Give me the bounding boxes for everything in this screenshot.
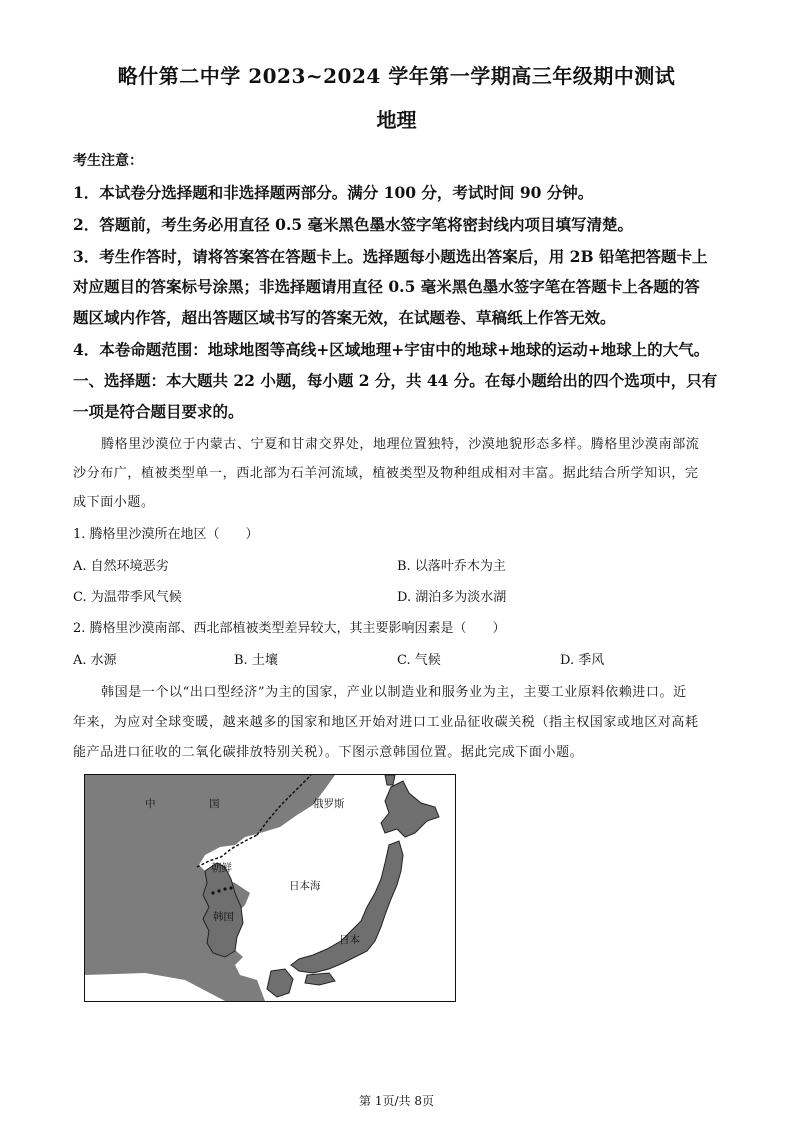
notice-item-3: 3．考生作答时，请将答案答在答题卡上。选择题每小题选出答案后，用 2B 铅笔把答题卡上	[73, 247, 708, 266]
label-china-guo: 国	[209, 798, 220, 810]
korea-location-map	[84, 774, 456, 1002]
notice-item-3-cont: 对应题目的答案标号涂黑；非选择题请用直径 0.5 毫米黑色墨水签字笔在答题卡上各题的答	[73, 277, 700, 296]
page-footer: 第 1页/共 8页	[359, 1094, 434, 1108]
passage1-line-2: 沙分布广，植被类型单一，西北部为石羊河流域，植被类型及物种组成相对丰富。据此结合所学知识，完	[73, 466, 699, 481]
label-sea-of-japan: 日本海	[289, 880, 321, 892]
notice-item-4: 4．本卷命题范围：地球地图等高线+区域地理+宇宙中的地球+地球的运动+地球上的大气。	[73, 340, 710, 359]
q2-option-a: A. 水源	[73, 653, 117, 668]
sakhalin	[385, 775, 395, 785]
q1-option-a: A. 自然环境恶劣	[73, 559, 169, 574]
passage2-line-2: 年来，为应对全球变暖，越来越多的国家和地区开始对进口工业品征收碳关税（指主权国家或地区对高耗	[73, 715, 699, 730]
q1-option-d: D. 湖泊多为淡水湖	[397, 590, 507, 605]
label-south-korea: 韩国	[213, 911, 234, 923]
q1-option-c: C. 为温带季风气候	[73, 590, 182, 605]
q2-option-c: C. 气候	[397, 653, 441, 668]
label-japan: 日本	[339, 934, 360, 946]
label-north-korea: 朝鲜	[211, 862, 232, 874]
section-heading-cont: 一项是符合题目要求的。	[73, 402, 244, 421]
passage1-line-3: 成下面小题。	[73, 495, 155, 510]
passage2-line-3: 能产品进口征收的二氧化碳排放特别关税）。下图示意韩国位置。据此完成下面小题。	[73, 745, 584, 760]
notice-item-1: 1．本试卷分选择题和非选择题两部分。满分 100 分，考试时间 90 分钟。	[73, 183, 594, 202]
label-russia: 俄罗斯	[313, 798, 345, 810]
notice-item-2: 2．答题前，考生务必用直径 0.5 毫米黑色墨水签字笔将密封线内项目填写清楚。	[73, 215, 634, 234]
q1-option-b: B. 以落叶乔木为主	[397, 559, 506, 574]
q1-stem: 1. 腾格里沙漠所在地区（ ）	[73, 527, 259, 542]
label-china-zhong: 中	[145, 798, 156, 810]
q2-stem: 2. 腾格里沙漠南部、西北部植被类型差异较大，其主要影响因素是（ ）	[73, 621, 506, 636]
exam-title: 略什第二中学 2023~2024 学年第一学期高三年级期中测试	[117, 64, 676, 88]
notice-item-3-cont2: 题区域内作答，超出答题区域书写的答案无效，在试题卷、草稿纸上作答无效。	[73, 308, 616, 327]
section-heading: 一、选择题：本大题共 22 小题，每小题 2 分，共 44 分。在每小题给出的四个选项中，只有	[73, 371, 718, 390]
exam-subject: 地理	[376, 108, 417, 132]
passage1-line-1: 腾格里沙漠位于内蒙古、宁夏和甘肃交界处，地理位置独特，沙漠地貌形态多样。腾格里沙漠南部流	[101, 437, 700, 452]
q2-option-d: D. 季风	[560, 653, 605, 668]
notice-heading: 考生注意：	[73, 153, 143, 169]
passage2-line-1: 韩国是一个以“出口型经济”为主的国家，产业以制造业和服务业为主，主要工业原料依赖进口。近	[101, 685, 687, 700]
q2-option-b: B. 土壤	[234, 653, 278, 668]
